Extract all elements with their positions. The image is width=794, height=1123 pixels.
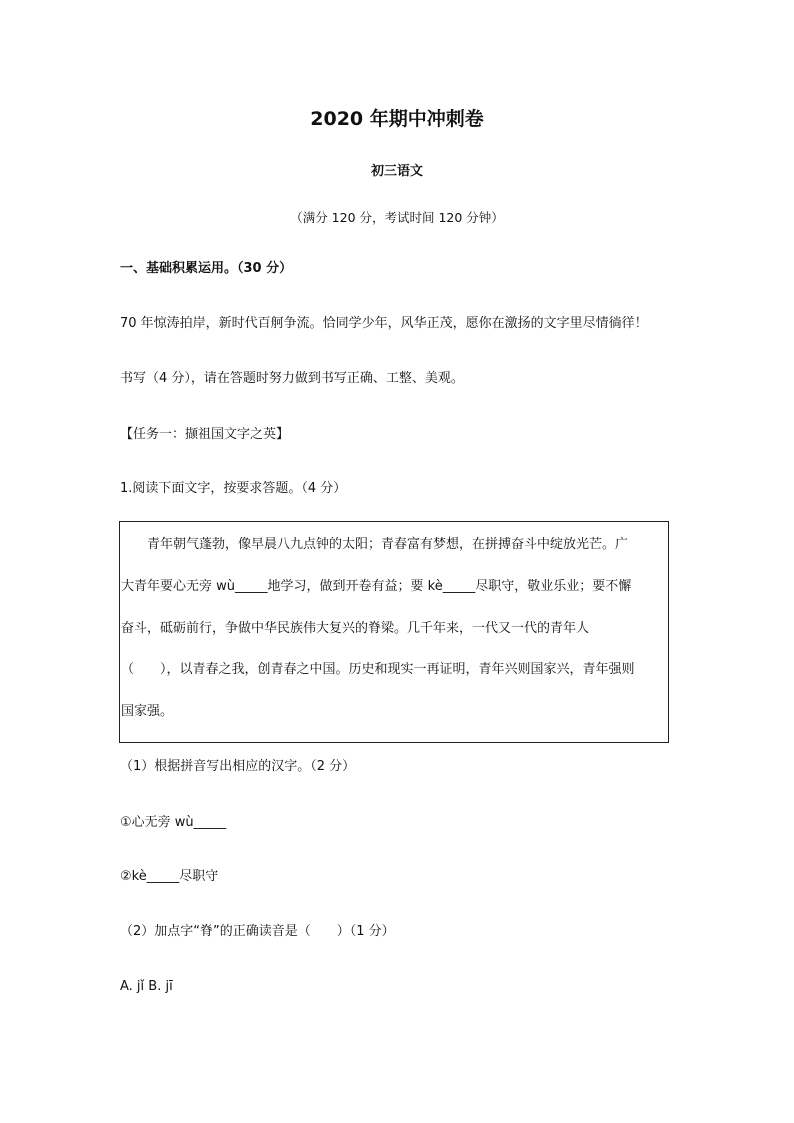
passage-line: 奋斗，砥砺前行，争做中华民族伟大复兴的脊梁。几千年来，一代又一代的青年人 [121,621,590,636]
question-1-2: （2）加点字“脊”的正确读音是（ ）（1 分） [120,924,395,939]
passage-line: 国家强。 [121,704,174,719]
page-title: 2020 年期中冲刺卷 [310,108,484,130]
question-1-prompt: 1.阅读下面文字，按要求答题。（4 分） [120,481,347,496]
question-1-1-a: ①心无旁 wù_____ [120,815,227,830]
passage-line: （ ），以青春之我，创青春之中国。历史和现实一再证明，青年兴则国家兴，青年强则 [121,662,635,677]
question-1-1-b: ②kè_____尽职守 [120,869,219,884]
writing-note: 书写（4 分），请在答题时努力做到书写正确、工整、美观。 [120,371,464,386]
subject-subtitle: 初三语文 [370,164,423,179]
passage-line: 青年朝气蓬勃，像早晨八九点钟的太阳；青春富有梦想，在拼搏奋斗中绽放光芒。广 [121,537,629,552]
section-intro: 70 年惊涛拍岸，新时代百舸争流。恰同学少年，风华正茂，愿你在激扬的文字里尽情徜徉！ [120,316,648,331]
section-heading: 一、基础积累运用。（30 分） [120,261,293,276]
exam-note: （满分 120 分，考试时间 120 分钟） [290,210,504,225]
task-label: 【任务一：撷祖国文字之英】 [120,427,290,442]
reading-passage-box [119,521,669,743]
question-1-1: （1）根据拼音写出相应的汉字。（2 分） [120,759,356,774]
passage-line: 大青年要心无旁 wù_____地学习，做到开卷有益；要 kè_____尽职守，敬业乐业；要不懈 [121,579,632,594]
question-1-2-options: A. jǐ B. jī [120,979,173,994]
